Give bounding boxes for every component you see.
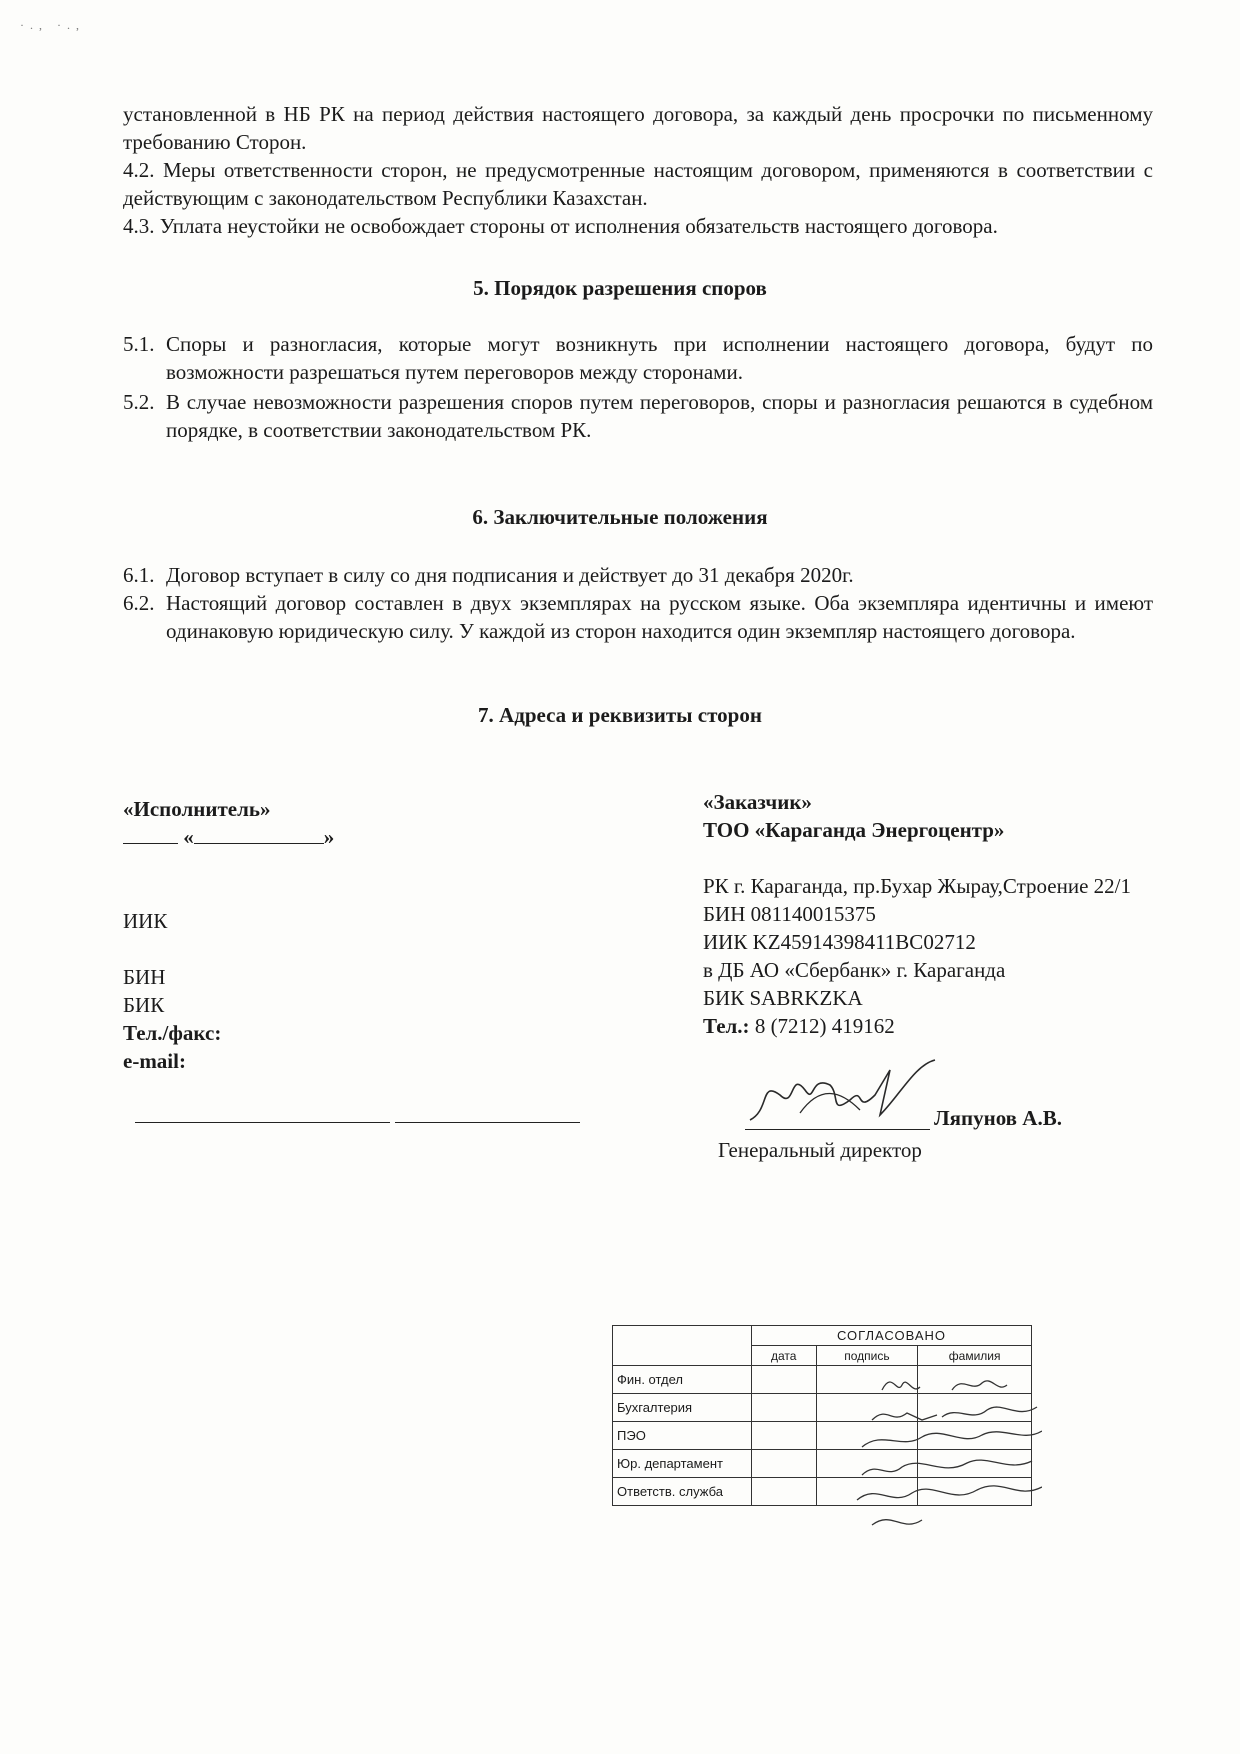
clause-number: 6.2. [123,591,155,615]
top-paragraphs [123,100,1153,240]
director-signature-line [745,1129,930,1130]
executor-name-line [123,823,543,851]
executor-signature-line [135,1122,390,1123]
executor-iik: ИИК [123,909,168,933]
customer-name: ТОО «Караганда Энергоцентр» [703,818,1005,842]
executor-email: e-mail: [123,1049,186,1073]
executor-heading: «Исполнитель» [123,797,271,821]
executor-phone: Тел./факс: [123,1021,222,1045]
approval-signatures [802,1365,1042,1550]
customer-heading: «Заказчик» [703,790,812,814]
clause-text: Договор вступает в силу со дня подписания и действует до 31 декабря 2020г. [166,563,854,587]
customer-phone [703,1012,1223,1040]
phone-value: 8 (7212) 419162 [749,1014,895,1038]
clause-5-1 [123,330,1153,386]
paragraph-4-3: 4.3. Уплата неустойки не освобождает стороны от исполнения обязательств настоящего договора. [123,214,998,238]
customer-details [703,788,1223,1040]
blank-line [194,823,324,844]
executor-name-line-blank [395,1122,580,1123]
row-label: Ответств. служба [613,1478,752,1506]
clause-6-2 [123,589,1153,645]
clause-6-1 [123,561,1153,589]
approval-stamp [612,1325,1032,1548]
executor-bin: БИН [123,965,166,989]
clause-text: Споры и разногласия, которые могут возникнуть при исполнении настоящего договора, будут по возможности разрешаться путем переговоров между сторонами. [166,332,1153,384]
customer-bank: в ДБ АО «Сбербанк» г. Караганда [703,958,1006,982]
quote-close: » [323,825,335,849]
row-label: Бухгалтерия [613,1394,752,1422]
phone-label: Тел.: [703,1014,750,1038]
section-6-title: 6. Заключительные положения [472,505,768,529]
clause-number: 5.1. [123,332,155,356]
director-title: Генеральный директор [718,1138,922,1162]
row-label: Юр. департамент [613,1450,752,1478]
section-5-title: 5. Порядок разрешения споров [473,276,767,300]
column-surname: фамилия [918,1346,1032,1366]
paragraph-4-1-tail: установленной в НБ РК на период действия настоящего договора, за каждый день просрочки по письменному требованию Сторон. [123,102,1153,154]
customer-bin: БИН 081140015375 [703,902,876,926]
row-label: Фин. отдел [613,1366,752,1394]
section-7-title: 7. Адреса и реквизиты сторон [478,703,762,727]
clause-number: 5.2. [123,390,155,414]
clause-text: В случае невозможности разрешения споров путем переговоров, споры и разногласия решаются в судебном порядке, в соответствии законодательством РК. [166,390,1153,442]
customer-bik: БИК SABRKZKA [703,986,863,1010]
paragraph-4-2: 4.2. Меры ответственности сторон, не предусмотренные настоящим договором, применяются в соответствии с действующим с законодательством Республики Казахстан. [123,158,1153,210]
director-signature [740,1055,940,1135]
blank-line [123,823,178,844]
executor-details [123,795,543,1075]
approval-title: СОГЛАСОВАНО [752,1326,1032,1346]
customer-iik: ИИК KZ45914398411BC02712 [703,930,976,954]
scan-specks: ·., ·., [20,18,85,32]
director-name: Ляпунов А.В. [934,1106,1062,1130]
clause-number: 6.1. [123,563,155,587]
column-signature: подпись [816,1346,918,1366]
clause-5-2 [123,388,1153,444]
column-date: дата [752,1346,817,1366]
row-label: ПЭО [613,1422,752,1450]
customer-address: РК г. Караганда, пр.Бухар Жырау,Строение 22/1 [703,874,1131,898]
executor-bik: БИК [123,993,165,1017]
clause-text: Настоящий договор составлен в двух экземплярах на русском языке. Оба экземпляра идентичны и имеют одинаковую юридическую силу. У каждой из сторон находится один экземпляр настоящего договора. [166,591,1153,643]
quote-open: « [183,825,194,849]
